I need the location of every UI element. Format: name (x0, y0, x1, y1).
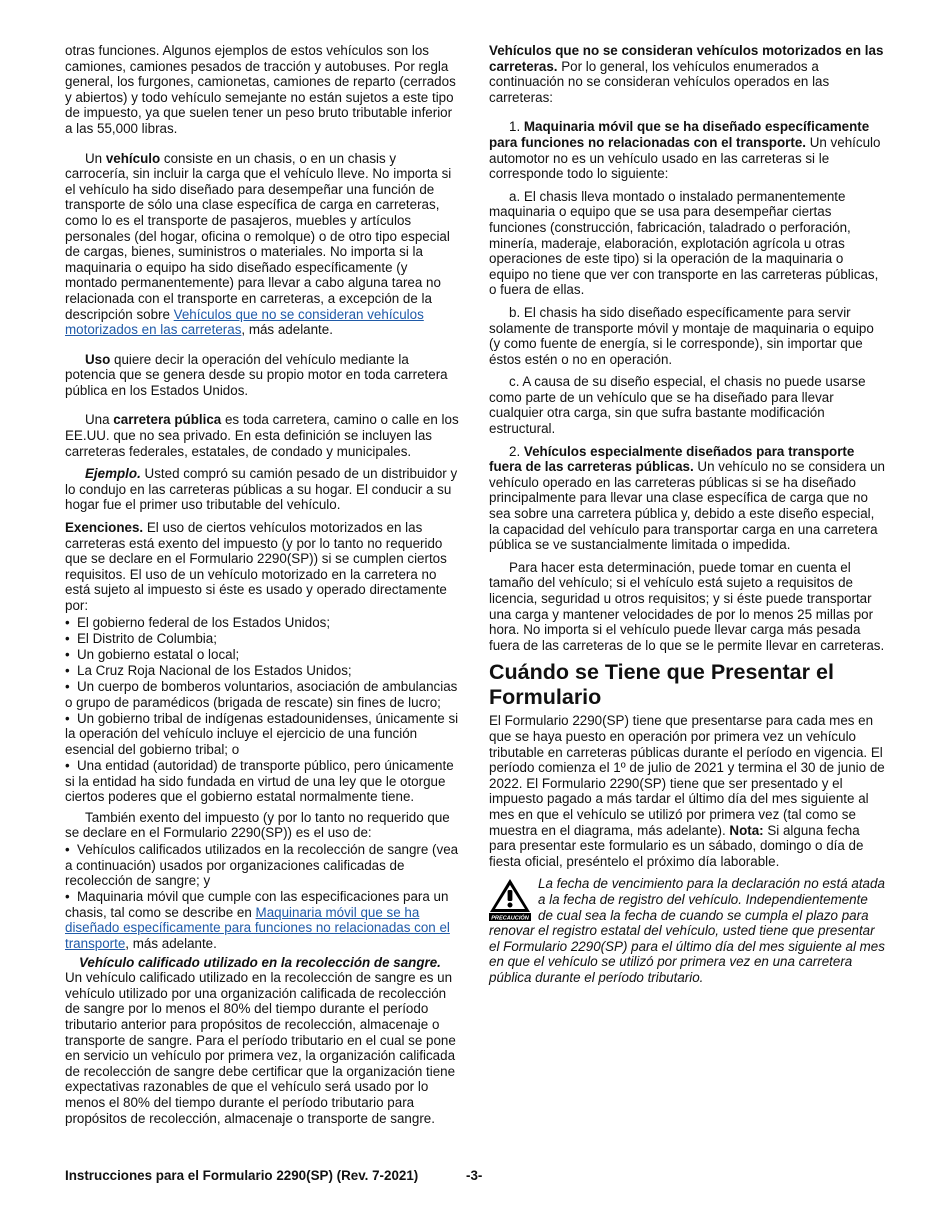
term-no-vehiculos: Vehículos que no se consideran vehículos motorizados en las carreteras. (489, 43, 884, 74)
paragraph-sub-b: b. El chasis ha sido diseñado específicamente para servir solamente de transporte móvil y montaje de maquinaria o equipo (y como fuente de energía, si le corresponde), sin importar que éstos estén o no en operación. (489, 304, 874, 367)
term-maquinaria-movil: Maquinaria móvil que se ha diseñado específicamente para funciones no relacionadas con el transporte. (489, 119, 870, 150)
paragraph-sangre: Vehículo calificado utilizado en la recolección de sangre. Un vehículo calificado utilizado en la recolección de sangre es un vehículo utilizado por una organización calificada de recolección de sangre por lo menos el 80% del tiempo durante el período tributario anterior para propósitos de recolección, almacenaje o transporte de sangre. Para el período tributario en el cual se pone en servicio un vehículo por primera vez, la organización calificada de recolección de sangre debe certificar que la organización tiene expectativas razonables de que el vehículo será usado por lo menos el 80% del tiempo durante el período tributario para propósitos de recolección, almacenaje o transporte de sangre. (65, 954, 456, 1126)
list-item: • La Cruz Roja Nacional de los Estados Unidos; (65, 662, 352, 678)
list-item: • Un cuerpo de bomberos voluntarios, asociación de ambulancias o grupo de paramédicos (brigada de rescate) sin fines de lucro; (65, 678, 458, 710)
right-column (489, 43, 886, 985)
paragraph-uso: Uso quiere decir la operación del vehículo mediante la potencia que se genera desde su propio motor en toda carretera pública en los Estados Unidos. (65, 351, 448, 398)
caution-label: PRECAUCIÓN (491, 915, 529, 922)
paragraph-tambien: También exento del impuesto (y por lo tanto no requerido que se declare en el Formulario 2290(SP)) es el uso de: (65, 809, 450, 841)
paragraph-no-vehiculos: Vehículos que no se consideran vehículos motorizados en las carreteras. Por lo general, los vehículos enumerados a continuación no se consideran vehículos operados en las carreteras: (489, 43, 884, 105)
paragraph-exenciones: Exenciones. El uso de ciertos vehículos motorizados en las carreteras está exento del impuesto (y por lo tanto no requerido que se declare en el Formulario 2290(SP)) si se cumplen ciertos requisitos. El uso de un vehículo motorizado en la carretera no está sujeto al impuesto si éste es usado y operado directamente por: (65, 520, 447, 613)
paragraph-sub-a: a. El chasis lleva montado o instalado permanentemente maquinaria o equipo que se usa para desempeñar ciertas funciones (construcción, fabricación, taladrado o perforación, minería, maderaje, elaboración, explotación agrícola u otras operaciones de este tipo) si la operación de la maquinaria o equipo no tiene que ver con transporte en las carreteras públicas, o fuera de ellas. (489, 188, 879, 298)
list-item: • El gobierno federal de los Estados Unidos; (65, 614, 331, 630)
paragraph-ejemplo: Ejemplo. Usted compró su camión pesado de un distribuidor y lo condujo en las carreteras públicas a su hogar. El conducir a su hogar fue el primer uso tributable del vehículo. (65, 466, 458, 513)
term-nota: Nota: (729, 822, 764, 838)
exemption-list (65, 615, 461, 805)
term-vehiculos-especiales: Vehículos especialmente diseñados para transporte fuera de las carreteras públicas. (489, 443, 855, 475)
link-vehiculos-no-motorizados[interactable]: Vehículos que no se consideran vehículos motorizados en las carreteras (65, 306, 424, 338)
term-vehiculo: vehículo (105, 150, 161, 166)
list-item: • Un gobierno estatal o local; (65, 646, 240, 662)
list-item: • El Distrito de Columbia; (65, 630, 217, 646)
term-uso: Uso (85, 351, 111, 367)
paragraph-cuando: El Formulario 2290(SP) tiene que presentarse para cada mes en que se haya puesto en operación por primera vez un vehículo tributable en carreteras públicas durante el período en vigencia. El período comienza el 1º de julio de 2021 y termina el 30 de junio de 2022. El Formulario 2290(SP) tiene que ser presentado y el impuesto pagado a más tardar el último día del mes siguiente al mes en que el vehículo se utilizó por primera vez (tal como se muestra en el diagrama, más adelante). Nota: Si alguna fecha para presentar este formulario es un sábado, domingo o día de fiesta oficial, preséntelo el próximo día laborable. (489, 713, 885, 869)
term-sangre: Vehículo calificado utilizado en la recolección de sangre. (79, 954, 441, 970)
term-ejemplo: Ejemplo. (85, 466, 141, 482)
paragraph-intro: otras funciones. Algunos ejemplos de estos vehículos son los camiones, camiones pesados de tracción y autobuses. Por regla general, los furgones, camionetas, camiones de reparto (cerrados y abiertos) y todo vehículo semejante no están sujetos a este tipo de impuesto, ya que suelen tener un peso bruto tributable inferior a las 55,000 libras. (65, 43, 456, 136)
list-item: • Un gobierno tribal de indígenas estadounidenses, únicamente si la operación del vehículo incluye el ejercicio de una función esencial del gobierno tribal; o (65, 710, 459, 757)
list-item: • Maquinaria móvil que cumple con las especificaciones para un chasis, tal como se describe en Maquinaria móvil que se ha diseñado específicamente para funciones no relacionadas con el transporte, más adelante. (65, 889, 450, 951)
term-exenciones: Exenciones. (65, 520, 144, 536)
paragraph-item-2: 2. Vehículos especialmente diseñados para transporte fuera de las carreteras públicas. Un vehículo no se considera un vehículo operado en las carreteras públicas si se ha diseñado principalmente para llevar una clase específica de carga que no sea sobre una carretera pública y, debido a este diseño especial, la capacidad del vehículo para transportar carga en una carretera pública se ve sustancialmente limitada o impedida. (489, 443, 885, 553)
paragraph-item-1: 1. Maquinaria móvil que se ha diseñado específicamente para funciones no relacionadas con el transporte. Un vehículo automotor no es un vehículo usado en las carreteras si le corresponde todo lo siguiente: (489, 119, 881, 182)
caution-icon (489, 878, 531, 921)
page-number: -3- (466, 1168, 483, 1183)
paragraph-sub-c: c. A causa de su diseño especial, el chasis no puede usarse como parte de un vehículo que se ha diseñado para llevar cualquier otra carga, sin que sufra bastante modificación estructural. (489, 374, 866, 437)
term-carretera-publica: carretera pública (113, 412, 222, 428)
section-heading: Cuándo se Tiene que Presentar el Formulario (489, 660, 834, 709)
list-item: • Vehículos calificados utilizados en la recolección de sangre (vea a continuación) usados por organizaciones calificadas de recolección de sangre; y (65, 841, 459, 889)
caution-note (489, 876, 886, 985)
link-maquinaria-movil[interactable]: Maquinaria móvil que se ha diseñado específicamente para funciones no relacionadas con el transporte (65, 904, 450, 951)
footer-title: Instrucciones para el Formulario 2290(SP) (Rev. 7-2021) (65, 1168, 419, 1183)
list-item: • Una entidad (autoridad) de transporte público, pero únicamente si la entidad ha sido fundada en virtud de una ley que le otorgue ciertos poderes que el gobierno estatal normalmente tiene. (65, 757, 454, 805)
left-column (65, 43, 461, 1133)
paragraph-determinacion: Para hacer esta determinación, puede tomar en cuenta el tamaño del vehículo; si el vehículo está sujeto a requisitos de licencia, seguridad u otros requisitos; y si éste puede transportar una carga y mantener velocidades de por lo menos 25 millas por hora. No importa si el vehículo puede llevar carga más pesada fuera de las carreteras de lo que se le permite llevar en carreteras. (489, 559, 885, 653)
paragraph-carretera-publica: Una carretera pública es toda carretera, camino o calle en los EE.UU. que no sea privado. En esta definición se incluyen las carreteras federales, estatales, de condado y municipales. (65, 412, 459, 459)
caution-text: La fecha de vencimiento para la declaración no está atada a la fecha de registro del vehículo. Independientemente de cual sea la fecha de cuando se cumpla el plazo para renovar el registro estatal del vehículo, usted tiene que presentar el Formulario 2290(SP) para el último día del mes siguiente al mes en que el vehículo se utilizó por primera vez en una carretera pública durante el período tributario. (489, 876, 885, 985)
paragraph-vehiculo: Un vehículo consiste en un chasis, o en un chasis y carrocería, sin incluir la carga que el vehículo lleve. No importa si el vehículo ha sido diseñado para desempeñar una función de transporte de sólo una clase específica de carga en carreteras, como lo es el transporte de pasajeros, muebles y artículos personales (del hogar, oficina o remolque) o de otro tipo especial de cargas, bienes, suministros o materiales. No importa si la maquinaria o equipo ha sido diseñado específicamente (y montado permanentemente) para llevar a cabo alguna tarea no relacionada con el transporte en carreteras, a excepción de la descripción sobre Vehículos que no se consideran vehículos motorizados en las carreteras, más adelante. (65, 150, 452, 338)
